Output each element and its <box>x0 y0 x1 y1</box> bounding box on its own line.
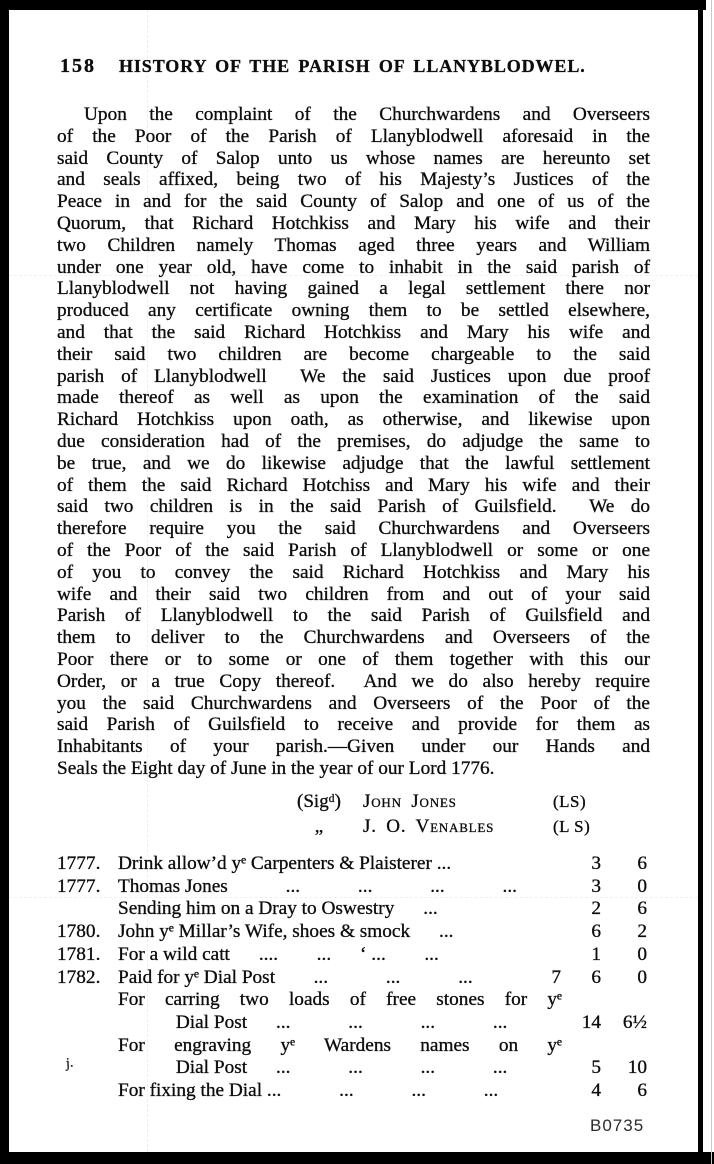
ledger-row <box>57 1012 651 1035</box>
ledger-shillings: 3 <box>591 853 601 874</box>
ledger-description: Dial Post ... ... ... ... <box>118 1057 508 1079</box>
order-line: Order, or a true Copy thereof. And we do also hereby require <box>57 670 650 692</box>
ledger-row <box>57 989 651 1012</box>
ledger-description: John yᵉ Millar’s Wife, shoes & smock ... <box>118 921 454 943</box>
order-line: and that the said Richard Hotchkiss and Mary his wife and <box>57 321 650 343</box>
ledger-pence: 6 <box>637 1080 647 1102</box>
ledger-pounds <box>535 898 561 921</box>
order-line: Quorum, that Richard Hotchkiss and Mary his wife and their <box>57 212 650 234</box>
order-line: Peace in and for the said County of Salop and one of us of the <box>57 191 650 213</box>
order-line: due consideration had of the premises, do adjudge the same to <box>57 430 650 452</box>
order-line: of the Poor of the said Parish of Llanyblodwell or some or one <box>57 539 650 561</box>
page-title: HISTORY OF THE PARISH OF LLANYBLODWEL. <box>119 56 586 76</box>
order-line: made thereof as well as upon the examination of the said <box>57 387 650 409</box>
order-line: Parish of Llanyblodwell to the said Parish of Guilsfield and <box>57 605 650 627</box>
order-line: wife and their said two children from and out of your said <box>57 583 650 605</box>
order-line: said Parish of Guilsfield to receive and provide for them as <box>57 714 650 736</box>
ledger-pence: 0 <box>637 875 647 897</box>
ledger-pounds <box>562 1035 588 1058</box>
ledger-pounds <box>535 1080 561 1103</box>
ledger-year: 1780. <box>57 921 101 943</box>
ledger-description: Paid for yᵉ Dial Post ... ... ... <box>118 966 473 988</box>
ledger-description: Drink allow’d yᵉ Carpenters & Plaisterer ... <box>118 853 452 874</box>
ledger-year <box>57 898 118 921</box>
ledger <box>57 853 651 1103</box>
order-paragraph <box>57 104 650 780</box>
ledger-shillings: 3 <box>591 875 601 897</box>
order-line: Inhabitants of your parish.—Given under our Hands and <box>57 736 650 758</box>
ledger-description: Thomas Jones ... ... ... ... <box>118 875 518 897</box>
ledger-description: For carring two loads of free stones for yᵉ <box>118 989 562 1011</box>
order-line: of the Poor of the Parish of Llanyblodwell aforesaid in the <box>57 125 650 147</box>
ledger-shillings: 1 <box>591 943 601 965</box>
order-line: Upon the complaint of the Churchwardens and Overseers <box>84 104 650 125</box>
ledger-pence: 0 <box>637 943 647 965</box>
order-line: two Children namely Thomas aged three years and William <box>57 234 650 256</box>
order-line: you the said Churchwardens and Overseers of the Poor of the <box>57 692 650 714</box>
ledger-row <box>57 1057 651 1080</box>
order-line: of them the said Richard Hotchiss and Mary his wife and their <box>57 474 650 496</box>
ledger-pence <box>628 989 678 1012</box>
signatory-name: John Jones <box>363 791 457 812</box>
order-line: Seals the Eight day of June in the year of our Lord 1776. <box>57 757 495 779</box>
order-line: parish of Llanyblodwell We the said Justices upon due proof <box>57 365 650 387</box>
ledger-year: 1777. <box>57 853 101 874</box>
ledger-shillings: 2 <box>591 898 601 920</box>
running-header <box>60 55 650 78</box>
scan-border-top <box>0 0 706 10</box>
ledger-year <box>57 989 118 1012</box>
page-number: 158 <box>60 55 96 77</box>
order-line: them to deliver to the Churchwardens and Overseers of the <box>57 627 650 649</box>
ledger-description: For a wild catt .... ... ‘ ... ... <box>118 943 439 965</box>
ledger-pounds <box>535 1012 561 1035</box>
ledger-description: Dial Post ... ... ... ... <box>118 1011 508 1033</box>
ledger-pounds <box>535 921 561 944</box>
ledger-row <box>57 898 651 921</box>
ledger-description: Sending him on a Dray to Oswestry ... <box>118 898 438 920</box>
ledger-year <box>57 1035 118 1058</box>
ledger-row <box>57 921 651 944</box>
order-line: Richard Hotchkiss upon oath, as otherwise, and likewise upon <box>57 409 650 431</box>
order-line: Poor there or to some or one of them together with this our <box>57 648 650 670</box>
ledger-pence: 2 <box>637 921 647 943</box>
ledger-pounds <box>535 853 561 876</box>
ledger-year: 1782. <box>57 966 101 988</box>
ledger-year: 1777. <box>57 875 101 897</box>
ledger-description: For fixing the Dial ... ... ... ... <box>118 1080 499 1102</box>
ledger-shillings <box>588 989 628 1012</box>
order-line: said County of Salop unto us whose names are hereunto set <box>57 147 650 169</box>
ledger-pence: 6 <box>637 853 647 874</box>
ledger-row <box>57 944 651 967</box>
ledger-shillings: 5 <box>591 1057 601 1079</box>
order-line: Llanyblodwell not having gained a legal settlement there nor <box>57 278 650 300</box>
signature-prefix: (Sigᵈ) <box>297 791 341 812</box>
signature-prefix: „ <box>314 816 324 837</box>
ledger-row <box>57 853 651 876</box>
ledger-row <box>57 1080 651 1103</box>
order-line: said two children is in the said Parish of Guilsfield. We do <box>57 496 650 518</box>
order-line: produced any certificate owning them to be settled elsewhere, <box>57 300 650 322</box>
ledger-description: For engraving yᵉ Wardens names on yᵉ <box>118 1034 562 1056</box>
ledger-year <box>57 1080 118 1103</box>
seal-mark: (L S) <box>553 817 591 836</box>
signature-row <box>283 789 603 814</box>
ledger-year <box>57 1012 118 1035</box>
ledger-pounds <box>562 989 588 1012</box>
order-line: be true, and we do likewise adjudge that the lawful settlement <box>57 452 650 474</box>
order-line: of you to convey the said Richard Hotchkiss and Mary his <box>57 561 650 583</box>
scan-border-right <box>698 0 703 1164</box>
ledger-pence: 0 <box>637 966 647 988</box>
order-line: their said two children are become chargeable to the said <box>57 343 650 365</box>
order-line: therefore require you the said Churchwardens and Overseers <box>57 518 650 540</box>
ink-mark: j. <box>64 1055 75 1072</box>
signature-row <box>283 814 603 839</box>
ledger-pence <box>628 1035 678 1058</box>
ledger-row <box>57 876 651 899</box>
seal-mark: (LS) <box>553 792 587 811</box>
order-line: under one year old, have come to inhabit in the said parish of <box>57 256 650 278</box>
scan-border-bottom <box>0 1152 714 1164</box>
ledger-shillings <box>588 1035 628 1058</box>
ledger-pence: 10 <box>627 1057 647 1079</box>
signature-block <box>283 789 603 839</box>
ledger-pounds <box>535 1057 561 1080</box>
ledger-pence: 6½ <box>622 1011 647 1033</box>
ledger-row <box>57 967 651 990</box>
ledger-year: 1781. <box>57 943 101 965</box>
ledger-shillings: 6 <box>591 921 601 943</box>
archive-stamp: B0735 <box>590 1116 645 1135</box>
ledger-pounds: 7 <box>551 966 561 988</box>
ledger-pence: 6 <box>637 898 647 920</box>
ledger-pounds <box>535 876 561 899</box>
order-line: and seals affixed, being two of his Majesty’s Justices of the <box>57 169 650 191</box>
ledger-pounds <box>535 944 561 967</box>
ledger-row <box>57 1035 651 1058</box>
signatory-name: J. O. Venables <box>363 816 495 837</box>
ledger-shillings: 4 <box>591 1080 601 1102</box>
ledger-shillings: 6 <box>591 966 601 988</box>
scan-border-left <box>0 0 9 1164</box>
scan-edge-line <box>711 0 712 1164</box>
ledger-shillings: 14 <box>581 1011 601 1033</box>
